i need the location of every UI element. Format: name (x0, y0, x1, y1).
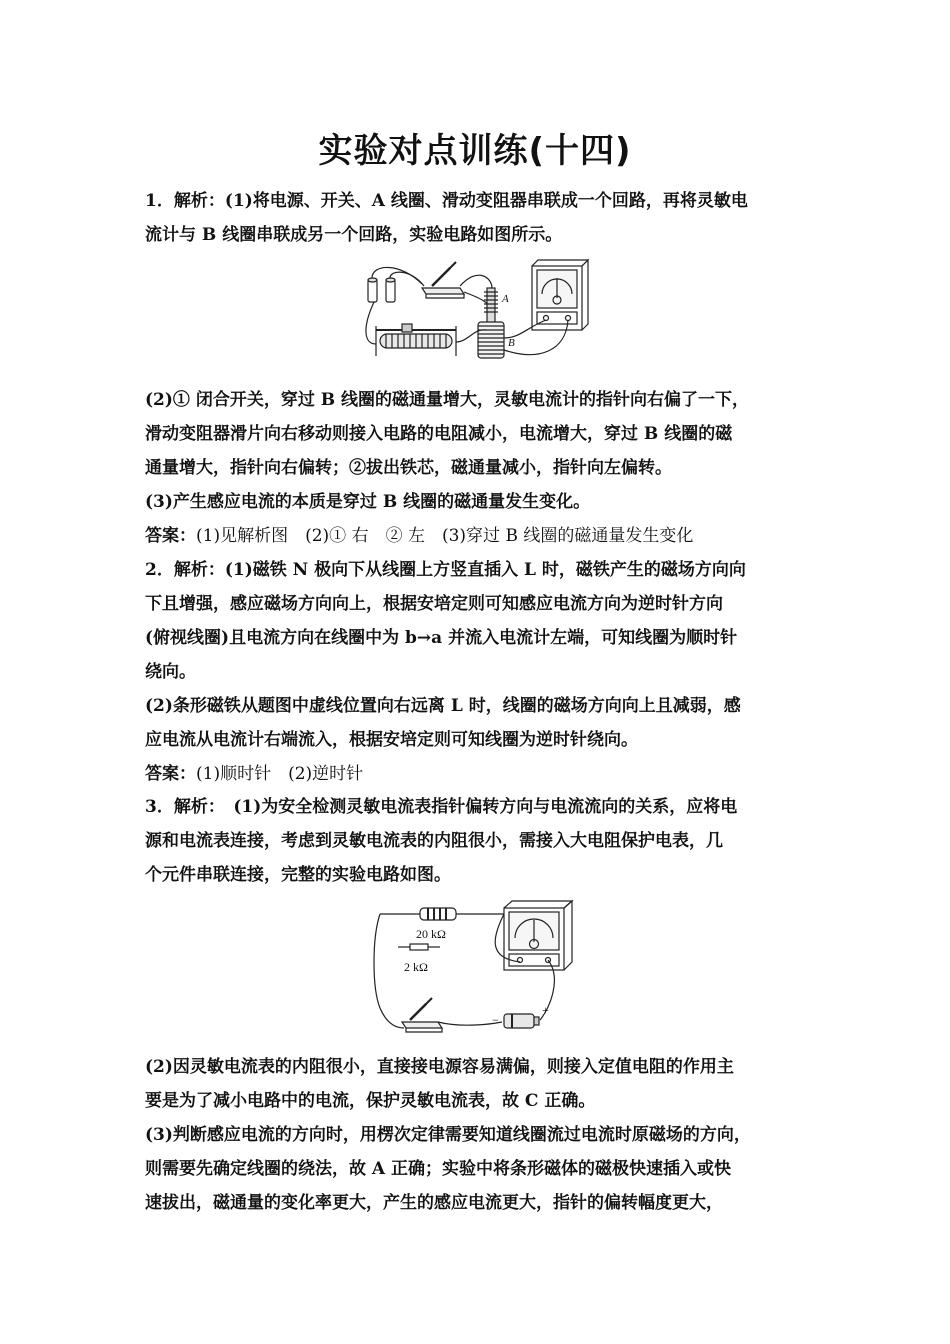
answer-label: 答案： (145, 764, 196, 784)
resistor-20k-label: 20 kΩ (416, 927, 446, 941)
text-line: 3．解析： (1)为安全检测灵敏电流表指针偏转方向与电流流向的关系，应将电 (145, 797, 738, 817)
text-line: 个元件串联连接，完整的实验电路如图。 (145, 865, 451, 885)
q3-parts (145, 1050, 810, 1220)
q1-answer (145, 519, 810, 553)
text-line: (2)① 闭合开关，穿过 B 线圈的磁通量增大，灵敏电流计的指针向右偏了一下， (145, 390, 750, 410)
text-line: 下且增强，感应磁场方向向上，根据安培定则可知感应电流方向为逆时针方向 (145, 594, 723, 614)
answer-text: (1)顺时针 (2)逆时针 (196, 764, 364, 784)
q3-analysis (145, 790, 810, 892)
text-line: 2．解析：(1)磁铁 N 极向下从线圈上方竖直插入 L 时，磁铁产生的磁场方向向 (145, 560, 746, 580)
answer-label: 答案： (145, 526, 196, 546)
q2-analysis (145, 553, 810, 791)
circuit-figure-2 (372, 898, 582, 1038)
text-line: (俯视线圈)且电流方向在线圈中为 b→a 并流入电流计左端，可知线圈为顺时针 (145, 628, 738, 648)
text-line: 滑动变阻器滑片向右移动则接入电路的电阻减小，电流增大，穿过 B 线圈的磁 (145, 424, 733, 444)
page-title: 实验对点训练(十四) (318, 131, 632, 171)
q1-parts (145, 383, 810, 553)
text-line: 速拔出，磁通量的变化率更大，产生的感应电流更大，指针的偏转幅度更大， (145, 1193, 723, 1213)
battery-plus-label: + (542, 1003, 549, 1017)
coil-b-label: B (508, 337, 515, 349)
text-line: 1．解析：(1)将电源、开关、A 线圈、滑动变阻器串联成一个回路，再将灵敏电 (145, 191, 748, 211)
circuit-figure-1 (360, 258, 590, 366)
q2-answer (145, 757, 810, 791)
text-line: 则需要先确定线圈的绕法，故 A 正确；实验中将条形磁体的磁极快速插入或快 (145, 1159, 732, 1179)
battery-minus-label: − (492, 1013, 499, 1027)
answer-text: (1)见解析图 (2)① 右 ② 左 (3)穿过 B 线圈的磁通量发生变化 (196, 526, 694, 546)
text-line: 通量增大，指针向右偏转；②拔出铁芯，磁通量减小，指针向左偏转。 (145, 458, 672, 478)
text-line: (2)因灵敏电流表的内阻很小，直接接电源容易满偏，则接入定值电阻的作用主 (145, 1057, 734, 1077)
text-line: (3)判断感应电流的方向时，用楞次定律需要知道线圈流过电流时原磁场的方向， (145, 1125, 751, 1145)
text-line: 绕向。 (145, 662, 196, 682)
text-line: 源和电流表连接，考虑到灵敏电流表的内阻很小，需接入大电阻保护电表，几 (145, 831, 723, 851)
q1-analysis (145, 184, 810, 252)
text-line: 流计与 B 线圈串联成另一个回路，实验电路如图所示。 (145, 225, 563, 245)
coil-a-label: A (502, 293, 509, 305)
text-line: 要是为了减小电路中的电流，保护灵敏电流表，故 C 正确。 (145, 1091, 596, 1111)
resistor-2k-label: 2 kΩ (404, 960, 428, 974)
text-line: 应电流从电流计右端流入，根据安培定则可知线圈为逆时针绕向。 (145, 730, 638, 750)
text-line: (2)条形磁铁从题图中虚线位置向右远离 L 时，线圈的磁场方向向上且减弱，感 (145, 696, 741, 716)
text-line: (3)产生感应电流的本质是穿过 B 线圈的磁通量发生变化。 (145, 492, 591, 512)
